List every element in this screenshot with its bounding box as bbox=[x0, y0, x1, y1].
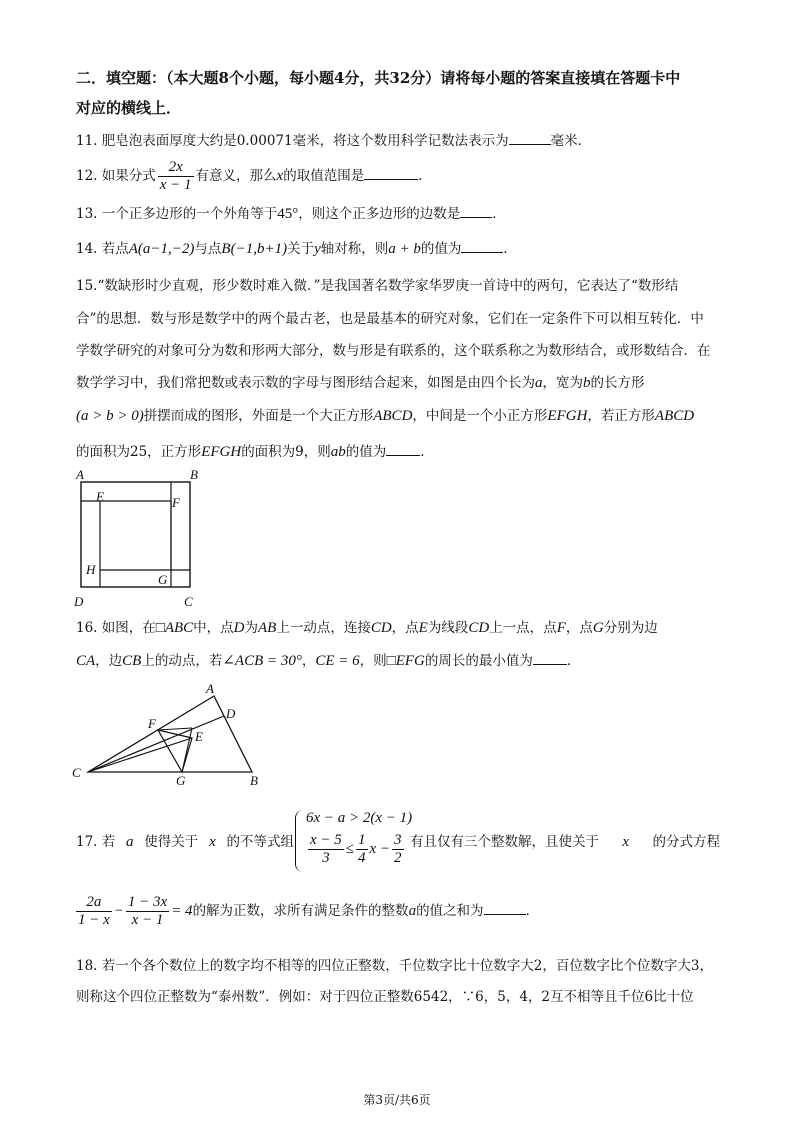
q14-pre: 14. 若点 bbox=[76, 241, 129, 257]
q17-post: 有且仅有三个整数解，且使关于 bbox=[410, 834, 599, 850]
q12-fraction bbox=[158, 159, 194, 194]
q15-var-b: b bbox=[583, 375, 591, 391]
q17-inequality-2 bbox=[306, 832, 406, 867]
q16-line2 bbox=[76, 650, 580, 671]
q17-eq-den-a: 1 − x bbox=[78, 912, 110, 928]
q17-answer-blank bbox=[484, 900, 526, 915]
q16-d: D bbox=[233, 620, 245, 636]
q11-answer-blank bbox=[509, 130, 551, 145]
q17-xm: x − bbox=[369, 841, 391, 857]
q15-var-a: a bbox=[535, 375, 543, 391]
label-E: E bbox=[195, 729, 203, 744]
q15-ab: ab bbox=[330, 444, 346, 460]
q15-l6a: 的面积为25，正方形 bbox=[76, 444, 202, 460]
q16-cd-2: CD bbox=[468, 620, 490, 636]
section-header-line1: 二．填空题：（本大题8个小题，每小题4分，共32分）请将每小题的答案直接填在答题卡中 bbox=[76, 69, 681, 87]
q16-l2a: ，边 bbox=[95, 653, 123, 669]
q15-line4 bbox=[76, 373, 645, 393]
q16-l1h: ，点 bbox=[565, 620, 593, 636]
section-header-line2: 对应的横线上． bbox=[76, 99, 182, 117]
q17-frac-a-den: 3 bbox=[322, 850, 330, 866]
q16-l1g: 上一点，点 bbox=[489, 620, 557, 636]
question-14 bbox=[76, 238, 517, 259]
q17-eq-frac-a bbox=[76, 894, 112, 929]
q17-le: ≤ bbox=[345, 841, 355, 857]
q17-frac-b bbox=[356, 832, 368, 867]
q16-l1i: 分别为边 bbox=[603, 620, 658, 636]
question-11 bbox=[76, 130, 591, 151]
q15-l5b: ，中间是一个小正方形 bbox=[412, 408, 548, 424]
q13-post: ，则这个正多边形的边数是 bbox=[298, 206, 461, 222]
q17-eq-frac-b bbox=[126, 894, 169, 929]
q17-inequality-1: 6x − a > 2(x − 1) bbox=[306, 810, 413, 826]
q15-l6c: 的值为 bbox=[345, 444, 387, 460]
q15-l4c: 的长方形 bbox=[590, 375, 645, 391]
q12-post2: 的取值范围是 bbox=[283, 168, 365, 184]
q12-tail: ． bbox=[418, 168, 432, 184]
q16-cd: CD bbox=[370, 620, 392, 636]
q16-answer-blank bbox=[533, 650, 567, 665]
q17-tail: ． bbox=[525, 903, 540, 919]
q16-triangle: □ABC bbox=[155, 620, 194, 636]
q16-ab: AB bbox=[258, 620, 277, 636]
q16-ce: CE = 6 bbox=[315, 653, 360, 669]
q11-text: 11. 肥皂泡表面厚度大约是0.00071毫米，将这个数用科学记数法表示为 bbox=[76, 133, 509, 149]
q16-l1f: 为线段 bbox=[427, 620, 469, 636]
q12-var: x bbox=[276, 168, 284, 184]
label-A: A bbox=[76, 467, 84, 482]
label-H: H bbox=[86, 562, 96, 577]
q17-x: x bbox=[209, 834, 216, 850]
q14-post2: 轴对称，则 bbox=[320, 241, 389, 257]
q16-cb: CB bbox=[122, 653, 142, 669]
question-13 bbox=[76, 203, 506, 224]
label-E: E bbox=[96, 489, 104, 504]
q13-tail: ． bbox=[492, 206, 506, 222]
q16-l2c: ， bbox=[301, 653, 316, 669]
q16-ca: CA bbox=[76, 653, 96, 669]
q16-l2d: ，则 bbox=[359, 653, 387, 669]
q12-denominator: x − 1 bbox=[159, 177, 192, 193]
q15-square-abcd-2: ABCD bbox=[654, 408, 695, 424]
label-D: D bbox=[74, 594, 84, 609]
q15-square-abcd: ABCD bbox=[373, 408, 413, 424]
q17-a2: a bbox=[408, 903, 417, 919]
q15-line6 bbox=[76, 441, 434, 462]
q15-l4a: 数学学习中，我们常把数或表示数的字母与图形结合起来，如图是由四个长为 bbox=[76, 375, 535, 391]
q16-l1b: 中，点 bbox=[193, 620, 234, 636]
page-footer: 第3页/共6页 bbox=[363, 1093, 431, 1107]
q16-efg: □EFG bbox=[386, 653, 425, 669]
q14-expr: a + b bbox=[388, 241, 421, 257]
q16-line1 bbox=[76, 618, 658, 638]
q17-post2: 的分式方程 bbox=[652, 834, 720, 850]
q14-answer-blank bbox=[461, 238, 503, 253]
q17-frac-b-den: 4 bbox=[358, 850, 366, 866]
q16-triangle-figure bbox=[64, 680, 274, 792]
q13-angle: 45° bbox=[277, 206, 299, 222]
q15-line1: 15.“数缺形时少直观，形少数时难入微．”是我国著名数学家华罗庚一首诗中的两句，它表达了“数形结 bbox=[76, 278, 679, 294]
q15-condition: (a > b > 0) bbox=[76, 408, 144, 424]
q17-l2: 的解为正数，求所有满足条件的整数 bbox=[192, 903, 409, 919]
q17-eq-rhs: = 4 bbox=[171, 903, 193, 919]
label-G: G bbox=[176, 773, 186, 788]
q18-line1: 18. 若一个各个数位上的数字均不相等的四位正整数，千位数字比十位数字大2，百位数字比个位数字大3， bbox=[76, 958, 713, 974]
q13-answer-blank bbox=[460, 203, 492, 218]
q14-post: 关于 bbox=[287, 241, 315, 257]
q15-answer-blank bbox=[386, 441, 420, 456]
q13-pre: 13. 一个正多边形的一个外角等于 bbox=[76, 206, 278, 222]
q17-pre: 17. 若 bbox=[76, 834, 116, 850]
q14-post3: 的值为 bbox=[420, 241, 462, 257]
q12-pre: 12. 如果分式 bbox=[76, 168, 156, 184]
q16-f: F bbox=[556, 620, 566, 636]
label-B: B bbox=[190, 467, 198, 482]
label-F: F bbox=[172, 495, 180, 510]
q17-mid: 使得关于 bbox=[144, 834, 199, 850]
segment-ce bbox=[88, 738, 192, 772]
q17-line1-left bbox=[76, 832, 294, 852]
q16-g: G bbox=[592, 620, 604, 636]
segment-cd bbox=[88, 716, 224, 772]
q17-eq-den-b: x − 1 bbox=[131, 912, 164, 928]
q17-line2 bbox=[74, 894, 539, 929]
q17-frac-c-den: 2 bbox=[394, 850, 402, 866]
q16-l1a: 16. 如图，在 bbox=[76, 620, 156, 636]
q17-brace bbox=[295, 810, 304, 872]
q15-square-figure bbox=[70, 466, 210, 614]
q17-frac-b-num: 1 bbox=[358, 832, 366, 848]
q14-tail: ． bbox=[503, 241, 517, 257]
q15-l5c: ，若正方形 bbox=[587, 408, 655, 424]
q17-a: a bbox=[126, 834, 134, 850]
q15-l6b: 的面积为9，则 bbox=[241, 444, 331, 460]
q15-line5 bbox=[76, 406, 694, 426]
q16-l1e: ，点 bbox=[391, 620, 419, 636]
q14-axis: y bbox=[314, 241, 321, 257]
q17-frac-c-num: 3 bbox=[394, 832, 402, 848]
q17-x2: x bbox=[622, 834, 630, 850]
label-C: C bbox=[72, 765, 81, 780]
q18-line2: 则称这个四位正整数为“泰州数”．例如：对于四位正整数6542，∵6，5，4，2互不相等且千位6比十位 bbox=[76, 989, 694, 1005]
q17-frac-c bbox=[392, 832, 404, 867]
q16-l1d: 上一动点，连接 bbox=[276, 620, 371, 636]
q17-eq-num-a: 2a bbox=[76, 894, 112, 912]
q12-answer-blank bbox=[364, 165, 418, 180]
label-D: D bbox=[226, 706, 236, 721]
q16-l2b: 上的动点，若 bbox=[141, 653, 223, 669]
q16-l1c: 为 bbox=[244, 620, 258, 636]
q14-mid: 与点 bbox=[194, 241, 222, 257]
label-C: C bbox=[184, 594, 193, 609]
label-A: A bbox=[206, 681, 214, 696]
q17-frac-a-num: x − 5 bbox=[310, 832, 342, 848]
label-B: B bbox=[250, 773, 258, 788]
q15-tail: ． bbox=[420, 444, 434, 460]
q15-l4b: ，宽为 bbox=[542, 375, 583, 391]
q12-post: 有意义，那么 bbox=[195, 168, 277, 184]
q15-l5a: 拼摆而成的图形，外面是一个大正方形 bbox=[143, 408, 374, 424]
q16-l2e: 的周长的最小值为 bbox=[424, 653, 533, 669]
q15-line3: 学数学研究的对象可分为数和形两大部分，数与形是有联系的，这个联系称之为数形结合，或形数结合．在 bbox=[76, 343, 711, 359]
q16-angle: ∠ACB = 30° bbox=[222, 653, 302, 669]
q14-point-a: A(a−1,−2) bbox=[128, 241, 195, 257]
q17-frac-a bbox=[308, 832, 344, 867]
q15-square-efgh-2: EFGH bbox=[201, 444, 242, 460]
q16-e: E bbox=[418, 620, 428, 636]
label-F: F bbox=[148, 716, 156, 731]
q12-numerator: 2x bbox=[158, 159, 194, 177]
q17-line1-right bbox=[410, 832, 720, 852]
question-12 bbox=[76, 158, 432, 194]
q17-minus: − bbox=[113, 903, 124, 919]
q17-mid2: 的不等式组 bbox=[226, 834, 294, 850]
q15-line2: 合”的思想．数与形是数学中的两个最古老，也是最基本的研究对象，它们在一定条件下可以相互转化．中 bbox=[76, 311, 704, 327]
label-G: G bbox=[158, 572, 168, 587]
q17-eq-num-b: 1 − 3x bbox=[127, 894, 168, 910]
q17-l2b: 的值之和为 bbox=[416, 903, 484, 919]
q15-square-efgh: EFGH bbox=[547, 408, 588, 424]
q16-tail: ． bbox=[566, 653, 581, 669]
q11-tail: 毫米． bbox=[550, 133, 592, 149]
q14-point-b: B(−1,b+1) bbox=[221, 241, 288, 257]
